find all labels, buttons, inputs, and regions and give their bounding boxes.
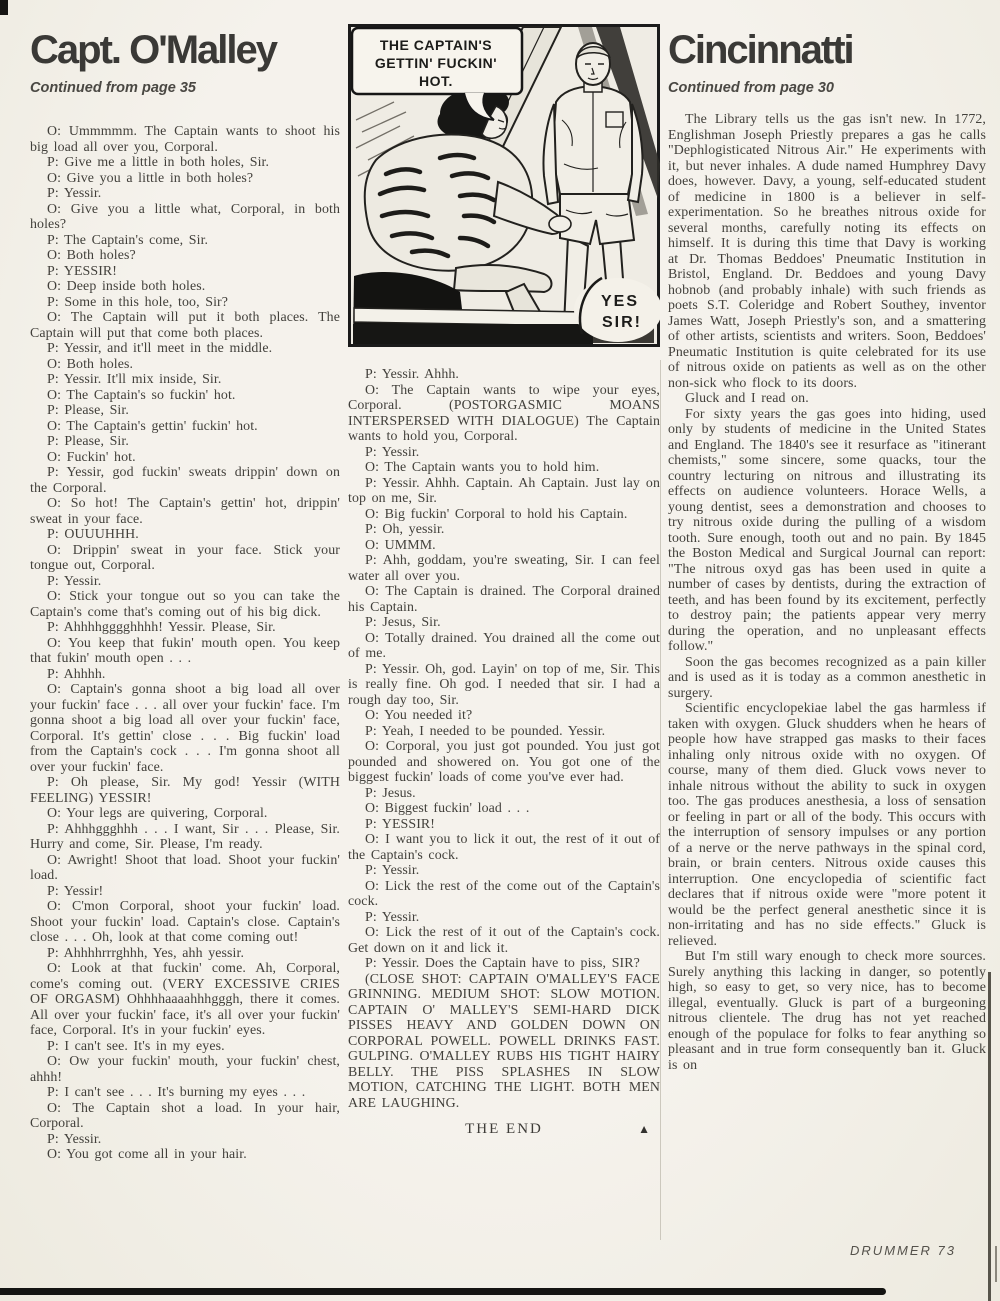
dialogue-paragraph: O: Both holes? [47,248,136,263]
dialogue-paragraph: P: Oh please, Sir. My god! Yessir (WITH FEELING) YESSIR! [30,775,340,806]
dialogue-paragraph: O: Big fuckin' Corporal to hold his Captain. [365,506,628,522]
article-title-capt-omalley: Capt. O'Malley [30,30,277,72]
dialogue-paragraph: P: Yessir. [47,1131,102,1147]
dialogue-paragraph: P: YESSIR! [47,263,118,279]
dialogue-paragraph: O: Both holes. [47,356,134,372]
dialogue-paragraph: O: So hot! The Captain's gettin' hot, drippin' sweat in your face. [30,496,340,527]
article-title-cincinnatti: Cincinnatti [668,30,853,72]
dialogue-paragraph: P: Ahhhggghhh . . . I want, Sir . . . Please, Sir. Hurry and come, Sir. Please, I'm ready. [30,821,340,852]
dialogue-paragraph: P: Yessir. Oh, god. Layin' on top of me, Sir. This is really fine. Oh god. I needed that sir. I had a rough day too, Sir. [348,661,660,708]
dialogue-paragraph: P: OUUUHHH. [47,527,139,542]
end-triangle-icon: ▲ [638,1122,650,1136]
article-paragraph: Soon the gas becomes recognized as a pain killer and is used as it is today as a common anesthetic in surgery. [668,654,986,701]
dialogue-paragraph: O: I want you to lick it out, the rest of it out of the Captain's cock. [348,832,660,863]
dialogue-paragraph: O: UMMM. [365,537,436,553]
column-rule [660,360,661,1240]
dialogue-paragraph: O: The Captain wants you to hold him. [365,460,600,475]
bubble-line-2: GETTIN' FUCKIN' [374,55,498,71]
dialogue-paragraph: O: You got come all in your hair. [47,1147,247,1162]
dialogue-paragraph: P: Yessir. [47,186,102,201]
dialogue-paragraph: O: Drippin' sweat in your face. Stick your tongue out, Corporal. [30,542,340,573]
dialogue-paragraph: O: Your legs are quivering, Corporal. [47,806,268,821]
dialogue-paragraph: O: Fuckin' hot. [47,449,136,465]
dialogue-paragraph: O: The Captain wants to wipe your eyes, Corporal. (POSTORGASMIC MOANS INTERSPERSED WITH DIALOGUE) The Captain wants to hold you, Corporal. [348,382,660,444]
middle-column [348,24,660,1138]
right-article-body [668,112,986,1073]
dialogue-paragraph: P: Please, Sir. [47,403,129,418]
dialogue-paragraph: P: Yessir. Ahhh. Captain. Ah Captain. Just lay on top on me, Sir. [348,475,660,506]
dialogue-paragraph: P: Ahhhhgggghhhh! Yessir. Please, Sir. [47,620,276,635]
right-column [668,30,986,1240]
dialogue-paragraph: O: The Captain shot a load. In your hair, Corporal. [30,1100,340,1131]
article-paragraph: The Library tells us the gas isn't new. In 1772, Englishman Joseph Priestly prepares a gas he calls "Dephlogisticated Nitrous Air." He experiments with it, but never inhales. A dude named Humphrey Davy does, however. Davy, a young, self-educated student of medicine in 1800 is a believer in self-experimentation. So he breathes nitrous oxide for several months, carefully noting its effects on himself. It is during this time that Davy is working at Dr. Thomas Beddoes' Pneumatic Institution in Bristol, England. Dr. Beddoes and young Davy hobnob (and probably inhale) with such friends as poets S.T. Coleridge and Robert Southey, inventor James Watt, Joseph Priestly's son, and a smattering of other artists, scientists and writers. Soon, Beddoes' Pneumatic Institution is quite celebrated for its use of nitrous oxide on patients as well as on the other non-sick who flock to its doors. [668,112,986,391]
dialogue-paragraph: O: Awright! Shoot that load. Shoot your fuckin' load. [30,852,340,883]
middle-article-body [348,367,660,1111]
dialogue-paragraph: O: C'mon Corporal, shoot your fuckin' load. Shoot your fuckin' load. Captain's close. Captain's close . . . Oh, look at that come coming out! [30,899,340,945]
dialogue-paragraph: P: Oh, yessir. [365,522,445,537]
dialogue-paragraph: P: Some in this hole, too, Sir? [47,294,229,310]
dialogue-paragraph: O: Corporal, you just got pounded. You just got pounded and showered on. You got one of the biggest fuckin' loads of come you've ever had. [348,739,660,785]
dialogue-paragraph: O: You keep that fukin' mouth open. You keep that fukin' mouth open . . . [30,635,340,666]
dialogue-paragraph: P: Ahhhhrrrghhh, Yes, ahh yessir. [47,945,245,961]
article-paragraph: But I'm still wary enough to check more sources. Surely anything this lacking in danger, so potently high, so easy to get, so very nice, has to become illegal, eventually. Gluck is part of a burgeoning nitrous clientele. The drug has not yet reached enough of the populace for folks to fear anything so pleasant and in true form consequently ban it. Gluck is on [668,949,986,1073]
dialogue-paragraph: P: Yessir. Ahhh. [365,367,459,382]
dialogue-paragraph: O: Stick your tongue out so you can take the Captain's come that's coming out of his big dick. [30,589,340,620]
dialogue-paragraph: O: Give you a little in both holes? [47,170,254,186]
dialogue-paragraph: O: Deep inside both holes. [47,279,206,294]
scan-corner-mark [0,0,8,15]
dialogue-paragraph: O: Lick the rest of the come out of the Captain's cock. [348,878,660,909]
dialogue-paragraph: O: Captain's gonna shoot a big load all over your fuckin' face . . . all over your fuckin' face. I'm gonna shoot a big load all over your fuckin' face, Corporal. It's gettin' close . . . Big fuckin' load from the Captain's cock . . . I'm gonna shoot all over your fuckin' face. [30,682,340,775]
dialogue-paragraph: P: Yeah, I needed to be pounded. Yessir. [365,723,606,739]
dialogue-paragraph: P: Ahhhh. [47,666,106,682]
dialogue-paragraph: P: YESSIR! [365,816,436,832]
dialogue-paragraph: O: The Captain will put it both places. The Captain will put that come both places. [30,310,340,341]
dialogue-paragraph: P: Yessir, god fuckin' sweats drippin' down on the Corporal. [30,465,340,496]
left-article-body [30,124,340,1163]
reply-line-1: YES [600,293,640,310]
dialogue-paragraph: P: Yessir! [47,883,104,899]
dialogue-paragraph: P: Yessir. It'll mix inside, Sir. [47,372,222,387]
bubble-line-1: THE CAPTAIN'S [379,37,493,53]
dialogue-paragraph: P: I can't see. It's in my eyes. [47,1038,225,1054]
dialogue-paragraph: P: Yessir. [365,909,420,925]
dialogue-paragraph: P: Give me a little in both holes, Sir. [47,155,270,170]
page-footer-drummer-73: DRUMMER 73 [850,1243,956,1258]
article-paragraph: For sixty years the gas goes into hiding, used only by students of medicine in the United States and England. The 1840's see it resurface as "itinerant chemists," some sincere, some quacks, tour the country lecturing on nitrous and illustrating its effects on audience volunteers. Horace Wells, a young dentist, sees a demonstration and chooses to try nitrous oxide during the pulling of a wisdom tooth. Sure enough, tooth out and no pain. By 1845 the Boston Medical and Surgical Journal can report: "The nitrous oxyd gas has been used in quite a number of cases by dentists, during the extraction of teeth, and has been found by its excitement, perfectly to destroy pain; the patients appear very merry during the operation, and no unpleasant effects follow." [668,406,986,654]
dialogue-paragraph: O: Look at that fuckin' come. Ah, Corporal, come's coming out. (VERY EXCESSIVE CRIES OF ORGASM) Ohhhhaaaahhhgggh, there it comes. All over your fuckin' face, it's all over your fuckin' face, Corporal. It's in your fuckin' eyes. [30,961,340,1038]
yes-sir-bubble [574,278,660,342]
continued-from-note-left: Continued from page 35 [30,80,196,96]
dialogue-paragraph: P: Yessir. [47,573,102,589]
bubble-line-3: HOT. [419,73,453,89]
dialogue-paragraph: O: Lick the rest of it out of the Captain's cock. Get down on it and lick it. [348,925,660,956]
dialogue-paragraph: (CLOSE SHOT: CAPTAIN O'MALLEY'S FACE GRINNING. MEDIUM SHOT: SLOW MOTION. CAPTAIN O' MALLEY'S SEMI-HARD DICK PISSES HEAVY AND GOLDEN DOWN ON CORPORAL POWELL. POWELL DRINKS FAST. GULPING. O'MALLEY RUBS HIS TIGHT HAIRY BELLY. THE PISS SPLASHES IN SLOW MOTION, CATCHING THE LIGHT. BOTH MEN ARE LAUGHING. [348,971,660,1111]
dialogue-paragraph: O: The Captain's gettin' fuckin' hot. [47,418,258,434]
dialogue-paragraph: O: You needed it? [365,708,473,723]
dialogue-paragraph: P: The Captain's come, Sir. [47,232,209,248]
dialogue-paragraph: O: Ummmmm. The Captain wants to shoot his big load all over you, Corporal. [30,124,340,155]
article-paragraph: Gluck and I read on. [685,391,809,406]
dialogue-paragraph: O: Give you a little what, Corporal, in both holes? [30,201,340,232]
dialogue-paragraph: P: Jesus, Sir. [365,615,441,630]
dialogue-paragraph: O: Totally drained. You drained all the come out of me. [348,630,660,661]
dialogue-paragraph: O: Biggest fuckin' load . . . [365,801,530,816]
continued-from-note-right: Continued from page 30 [668,80,834,96]
left-column [30,30,340,1163]
story-end-row [348,1121,660,1138]
dialogue-paragraph: O: Ow your fuckin' mouth, your fuckin' chest, ahhh! [30,1054,340,1085]
page-bottom-rule [0,1288,886,1295]
article-paragraph: Scientific encyclopekiae label the gas harmless if taken with oxygen. Gluck shudders when he hears of people how have strapped gas masks to their faces inhaling only nitrous oxide with no oxygen. Of course, many of them died. Gluck vows never to inhale nitrous without the ability to suck in oxygen too. The gas produces anesthesia, a loss of sensation or feeling in part or all of the body. This occurs with the interruption of sensory impulses or any portion of a nerve or the nerve pathways in the spinal cord, brain, or brain centers. Nitrous oxide causes this interruption. One encyclopedia of scientific fact declares that if nitrous oxide were "more potent it would be the perfect general anesthetic since it is non-irritating and has no side effects." Gluck is relieved. [668,701,986,949]
dialogue-paragraph: P: I can't see . . . It's burning my eyes . . . [47,1085,306,1100]
dialogue-paragraph: P: Yessir. Does the Captain have to piss, SIR? [365,956,640,971]
the-end-label: THE END [465,1121,543,1137]
dialogue-paragraph: P: Yessir. [365,444,420,460]
dialogue-paragraph: P: Jesus. [365,785,416,801]
dialogue-paragraph: P: Ahh, goddam, you're sweating, Sir. I can feel water all over you. [348,553,660,584]
scan-edge-line [988,972,991,1301]
dialogue-paragraph: P: Please, Sir. [47,434,129,449]
dialogue-paragraph: O: The Captain is drained. The Corporal drained his Captain. [348,584,660,615]
dialogue-paragraph: P: Yessir. [365,863,420,878]
dialogue-paragraph: P: Yessir, and it'll meet in the middle. [47,341,273,356]
scan-edge-tick [995,1246,997,1282]
reply-line-2: SIR! [602,314,642,331]
comic-panel [348,24,660,347]
dialogue-paragraph: O: The Captain's so fuckin' hot. [47,387,236,403]
